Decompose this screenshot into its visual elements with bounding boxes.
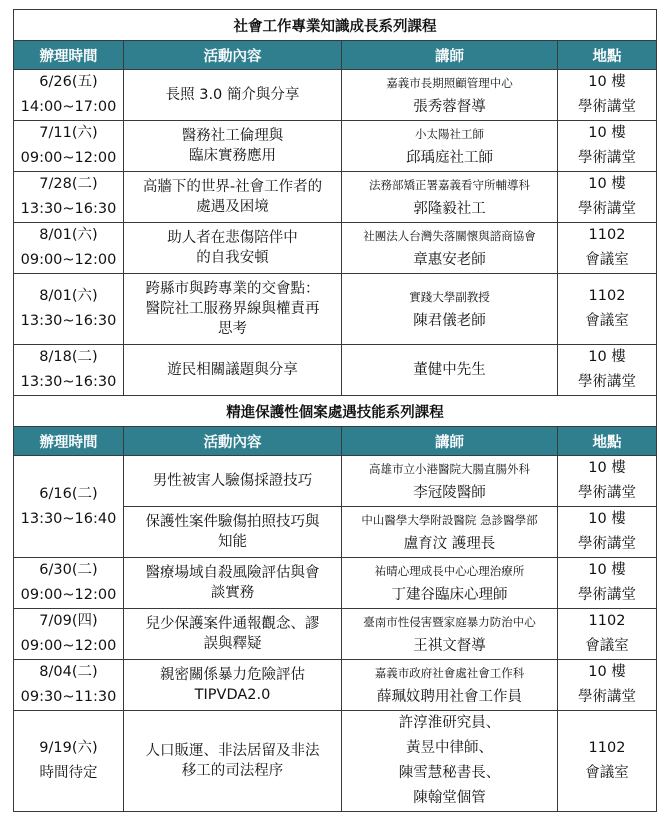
activity-cell — [124, 121, 342, 172]
lecturer-cell — [342, 558, 558, 609]
time-text: 時間待定 — [39, 765, 98, 781]
location-cell — [558, 507, 657, 558]
activity-cell — [124, 345, 342, 396]
activity-cell — [124, 507, 342, 558]
location-text: 學術講堂 — [578, 150, 636, 166]
activity-text: 臨床實務應用 — [189, 148, 276, 164]
time-cell — [14, 223, 124, 274]
table-row — [14, 121, 657, 172]
activity-text: 長照 3.0 簡介與分享 — [165, 87, 300, 103]
lecturer-cell — [342, 660, 558, 711]
time-text: 9/19(六) — [39, 740, 98, 756]
activity-text: 移工的司法程序 — [181, 763, 284, 779]
location-text: 學術講堂 — [578, 536, 636, 552]
activity-text: 跨縣市與跨專業的交會點： — [145, 281, 320, 297]
time-text: 13:30~16:40 — [20, 510, 117, 527]
header-row — [14, 41, 657, 70]
location-text: 學術講堂 — [578, 201, 636, 217]
lecturer-org: 實踐大學副教授 — [409, 290, 490, 304]
location-text: 1102 — [588, 740, 626, 756]
time-text: 13:30~16:30 — [20, 313, 117, 329]
activity-text: 人口販運、非法居留及非法 — [145, 743, 320, 759]
activity-text: 醫務社工倫理與 — [181, 128, 284, 144]
location-cell — [558, 345, 657, 396]
column-header: 活動內容 — [124, 41, 342, 70]
lecturer-cell — [342, 223, 558, 274]
lecturer-cell — [342, 121, 558, 172]
activity-text: 遊民相關議題與分享 — [167, 362, 298, 378]
location-cell — [558, 172, 657, 223]
table-row — [14, 711, 657, 812]
location-text: 1102 — [588, 288, 626, 304]
location-text: 學術講堂 — [578, 99, 636, 115]
time-cell — [14, 558, 124, 609]
activity-text: TIPVDA2.0 — [194, 687, 271, 703]
time-cell — [14, 70, 124, 121]
time-cell — [14, 456, 124, 558]
activity-text: 的自我安頓 — [196, 250, 269, 266]
location-text: 會議室 — [585, 765, 629, 781]
time-text: 7/11(六) — [39, 125, 98, 141]
time-text: 7/09(四) — [39, 613, 98, 629]
activity-cell — [124, 223, 342, 274]
lecturer-org: 中山醫學大學附設醫院 急診醫學部 — [361, 513, 538, 527]
lecturer-cell — [342, 609, 558, 660]
time-text: 14:00~17:00 — [20, 99, 117, 115]
section-title-row — [14, 396, 657, 427]
location-cell — [558, 660, 657, 711]
activity-text: 保護性案件驗傷拍照技巧與 — [145, 514, 320, 530]
lecturer-cell — [342, 172, 558, 223]
lecturer-org: 祐晴心理成長中心心理治療所 — [374, 564, 525, 578]
location-text: 學術講堂 — [578, 587, 636, 603]
table-row — [14, 609, 657, 660]
location-text: 10 樓 — [588, 125, 626, 141]
activity-text: 兒少保護案件通報觀念、謬 — [145, 616, 320, 632]
section-title: 社會工作專業知識成長系列課程 — [14, 10, 657, 41]
table-row — [14, 223, 657, 274]
lecturer-org: 嘉義市長期照顧管理中心 — [386, 76, 513, 90]
location-cell — [558, 274, 657, 345]
table-row — [14, 456, 657, 507]
lecturer-org: 小太陽社工師 — [415, 127, 484, 141]
location-text: 10 樓 — [588, 511, 626, 527]
activity-text: 親密關係暴力危險評估 — [160, 667, 305, 683]
location-cell — [558, 456, 657, 507]
time-text: 09:30~11:30 — [20, 689, 117, 705]
time-text: 7/28(二) — [39, 176, 98, 192]
activity-cell — [124, 274, 342, 345]
activity-text: 高牆下的世界-社會工作者的 — [142, 179, 323, 195]
column-header: 辦理時間 — [14, 427, 124, 456]
lecturer-name: 陳君儀老師 — [413, 313, 486, 329]
lecturer-cell — [342, 70, 558, 121]
time-cell — [14, 121, 124, 172]
lecturer-name: 邱瑀庭社工師 — [406, 150, 493, 166]
lecturer-cell — [342, 274, 558, 345]
lecturer-name: 章惠安老師 — [413, 252, 486, 268]
time-text: 8/04(二) — [39, 664, 98, 680]
activity-cell — [124, 456, 342, 507]
lecturer-name: 丁建谷臨床心理師 — [391, 587, 508, 603]
activity-text: 知能 — [218, 534, 247, 550]
time-text: 6/26(五) — [39, 74, 98, 90]
lecturer-org: 高雄市立小港醫院大腸直腸外科 — [369, 462, 530, 476]
time-cell — [14, 274, 124, 345]
time-cell — [14, 660, 124, 711]
location-text: 學術講堂 — [578, 485, 636, 501]
location-text: 10 樓 — [588, 460, 626, 476]
activity-cell — [124, 558, 342, 609]
table-row — [14, 558, 657, 609]
column-header: 辦理時間 — [14, 41, 124, 70]
activity-text: 醫療場域自殺風險評估與會 — [145, 565, 320, 581]
activity-cell — [124, 711, 342, 812]
time-text: 09:00~12:00 — [20, 252, 117, 268]
time-cell — [14, 609, 124, 660]
time-text: 8/01(六) — [39, 288, 98, 304]
lecturer-name: 張秀蓉督導 — [413, 99, 486, 115]
table-row — [14, 70, 657, 121]
location-text: 會議室 — [585, 252, 629, 268]
lecturer-name: 盧育汶 護理長 — [403, 536, 496, 552]
location-text: 10 樓 — [588, 74, 626, 90]
location-text: 會議室 — [585, 313, 629, 329]
location-text: 1102 — [588, 227, 626, 243]
time-cell — [14, 711, 124, 812]
schedule-table — [13, 9, 657, 812]
location-cell — [558, 558, 657, 609]
activity-text: 醫院社工服務界線與權責再 — [145, 301, 320, 317]
location-cell — [558, 609, 657, 660]
activity-cell — [124, 70, 342, 121]
lecturer-org: 法務部矯正署嘉義看守所輔導科 — [369, 178, 530, 192]
activity-text: 誤與釋疑 — [203, 636, 262, 652]
location-cell — [558, 711, 657, 812]
column-header: 活動內容 — [124, 427, 342, 456]
activity-text: 思考 — [218, 321, 247, 337]
lecturer-cell — [342, 345, 558, 396]
lecturer-name: 陳翰堂個管 — [413, 790, 486, 806]
location-cell — [558, 70, 657, 121]
lecturer-name: 黃昱中律師、 — [406, 740, 493, 756]
activity-cell — [124, 609, 342, 660]
time-text: 09:00~12:00 — [20, 150, 117, 166]
column-header: 地點 — [558, 427, 657, 456]
location-text: 1102 — [588, 613, 626, 629]
activity-text: 男性被害人驗傷採證技巧 — [152, 473, 313, 489]
lecturer-name: 薛珮妏聘用社會工作員 — [377, 689, 522, 705]
time-text: 8/01(六) — [39, 227, 98, 243]
table-row — [14, 172, 657, 223]
section-title-row — [14, 10, 657, 41]
location-text: 10 樓 — [588, 176, 626, 192]
column-header: 講師 — [342, 427, 558, 456]
time-text: 6/30(二) — [39, 562, 98, 578]
lecturer-org: 社團法人台灣失落關懷與諮商協會 — [363, 229, 536, 243]
activity-text: 處遇及困境 — [196, 199, 269, 215]
time-text: 6/16(二) — [39, 485, 98, 502]
time-text: 8/18(二) — [39, 349, 98, 365]
lecturer-org: 嘉義市政府社會處社會工作科 — [374, 666, 525, 680]
lecturer-name: 陳雪慧秘書長、 — [398, 765, 501, 781]
lecturer-cell — [342, 711, 558, 812]
lecturer-org: 臺南市性侵害暨家庭暴力防治中心 — [363, 615, 536, 629]
location-text: 會議室 — [585, 638, 629, 654]
table-row — [14, 345, 657, 396]
section-title: 精進保護性個案處遇技能系列課程 — [14, 396, 657, 427]
lecturer-cell — [342, 456, 558, 507]
lecturer-name: 李冠陵醫師 — [413, 485, 486, 501]
activity-cell — [124, 172, 342, 223]
location-text: 10 樓 — [588, 664, 626, 680]
time-text: 13:30~16:30 — [20, 374, 117, 390]
location-text: 學術講堂 — [578, 689, 636, 705]
activity-cell — [124, 660, 342, 711]
time-cell — [14, 345, 124, 396]
activity-text: 助人者在悲傷陪伴中 — [167, 230, 298, 246]
lecturer-name: 郭隆毅社工 — [413, 201, 486, 217]
course-schedule — [13, 9, 656, 812]
location-text: 學術講堂 — [578, 374, 636, 390]
table-row — [14, 660, 657, 711]
activity-text: 談實務 — [210, 585, 255, 601]
time-text: 13:30~16:30 — [20, 201, 117, 217]
location-text: 10 樓 — [588, 349, 626, 365]
time-text: 09:00~12:00 — [20, 587, 117, 603]
location-text: 10 樓 — [588, 562, 626, 578]
location-cell — [558, 223, 657, 274]
header-row — [14, 427, 657, 456]
column-header: 地點 — [558, 41, 657, 70]
time-text: 09:00~12:00 — [20, 638, 117, 654]
lecturer-name: 董健中先生 — [413, 362, 486, 378]
column-header: 講師 — [342, 41, 558, 70]
table-row — [14, 274, 657, 345]
time-cell — [14, 172, 124, 223]
lecturer-name: 王祺文督導 — [413, 638, 486, 654]
lecturer-name: 許淳淮研究員、 — [398, 715, 501, 731]
lecturer-cell — [342, 507, 558, 558]
location-cell — [558, 121, 657, 172]
